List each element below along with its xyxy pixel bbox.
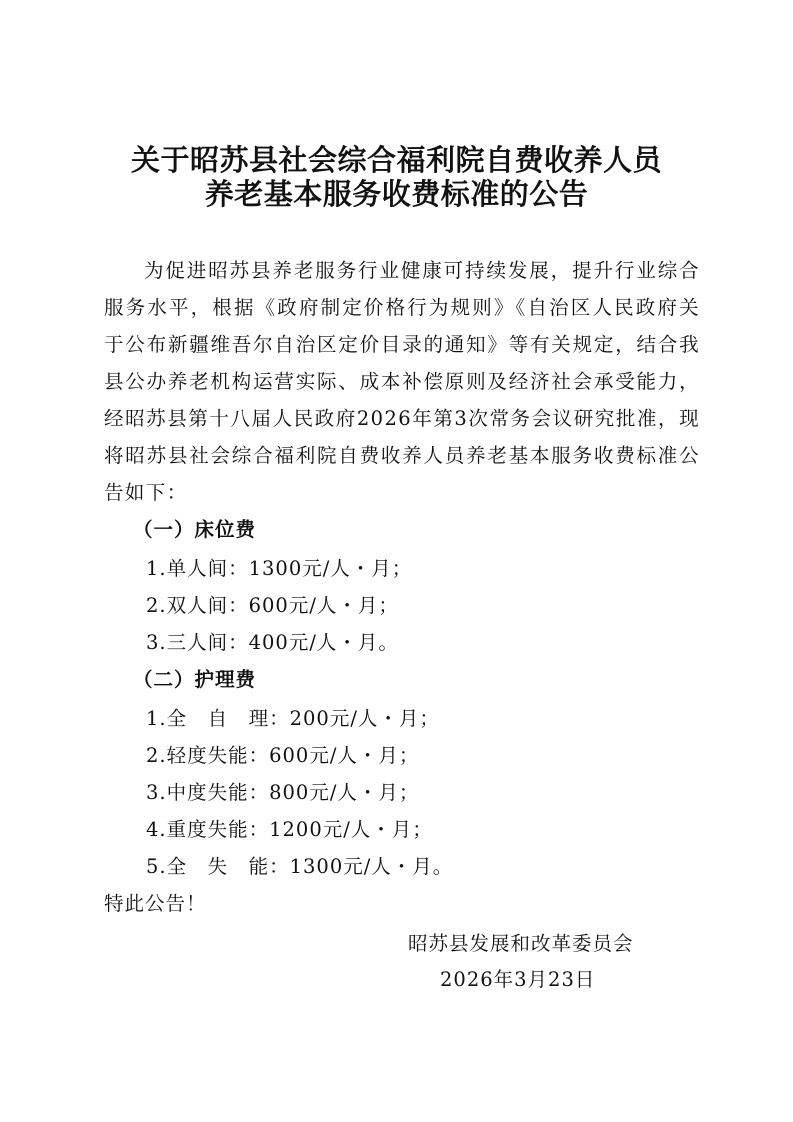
- fee-item-severe-disability: 4.重度失能：1200元/人・月；: [146, 818, 433, 841]
- issue-date: 2026年3月23日: [440, 968, 596, 991]
- document-title-line-2: 养老基本服务收费标准的公告: [204, 177, 589, 211]
- fee-item-self-care: 1.全 自 理：200元/人・月；: [146, 707, 440, 730]
- fee-item-moderate-disability: 3.中度失能：800元/人・月；: [146, 781, 420, 804]
- issuer-name: 昭苏县发展和改革委员会: [408, 932, 634, 955]
- document-title-line-1: 关于昭苏县社会综合福利院自费收养人员: [130, 143, 662, 177]
- closing-statement: 特此公告！: [104, 892, 207, 915]
- fee-item-full-disability: 5.全 失 能：1300元/人・月。: [146, 855, 454, 878]
- fee-item-single-room: 1.单人间：1300元/人・月；: [146, 557, 413, 580]
- intro-paragraph: 为促进昭苏县养老服务行业健康可持续发展，提升行业综合服务水平，根据《政府制定价格行为规则》《自治区人民政府关于公布新疆维吾尔自治区定价目录的通知》等有关规定，结合我县公办养老机构运营实际、成本补偿原则及经济社会承受能力，经昭苏县第十八届人民政府2026年第3次常务会议研究批准，现将昭苏县社会综合福利院自费收养人员养老基本服务收费标准公告如下：: [104, 259, 700, 504]
- fee-item-triple-room: 3.三人间：400元/人・月。: [146, 631, 399, 654]
- section-heading-nursing-fee: （二）护理费: [133, 668, 257, 691]
- fee-item-mild-disability: 2.轻度失能：600元/人・月；: [146, 744, 420, 767]
- fee-item-double-room: 2.双人间：600元/人・月；: [146, 594, 399, 617]
- section-heading-bed-fee: （一）床位费: [133, 518, 257, 541]
